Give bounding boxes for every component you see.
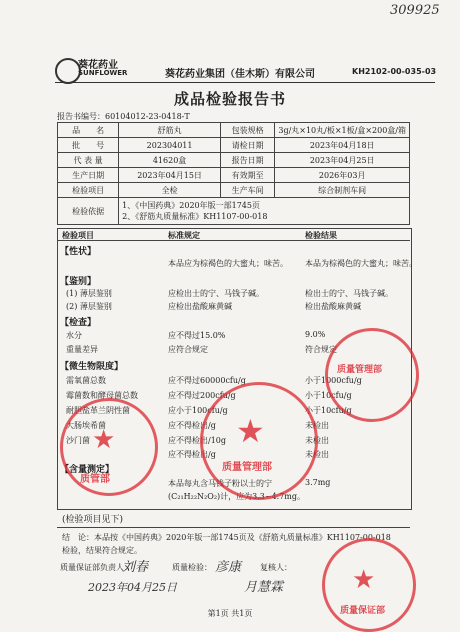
ident-2-name: (2) 薄层鉴别 [66, 302, 112, 311]
ident-1-res: 检出士的宁、马钱子碱。 [305, 289, 393, 298]
micro-2-name: 霉菌数和酵母菌总数 [66, 391, 138, 400]
stamp-left-text: 质管部 [80, 474, 110, 485]
micro-1-res: 小于1000cfu/g [305, 376, 362, 385]
assay-std-1: 本品每丸含马钱子粉以士的宁 [168, 479, 272, 488]
ident-2-std: 应检出盐酸麻黄碱 [168, 302, 232, 311]
stamp-middle-text: 质量管理部 [222, 462, 272, 473]
check-2-name: 重量差异 [66, 345, 98, 354]
check-2-res: 符合规定 [305, 345, 337, 354]
micro-5-std: 应不得检出/10g [168, 436, 226, 445]
col-standard: 标准规定 [168, 230, 200, 240]
corner-note: 309925 [390, 3, 440, 18]
qa-label: 质量保证部负责人： [60, 563, 132, 572]
section-check: 【检查】 [60, 318, 97, 328]
check-1-name: 水分 [66, 331, 82, 340]
col-result: 检验结果 [305, 230, 337, 240]
character-result: 本品为棕褐色的大蜜丸；味苦。 [305, 259, 417, 268]
report-title: 成品检验报告书 [173, 90, 286, 108]
assay-std-2: (C₂₁H₂₂N₂O₂)计，应为3.3~4.7mg。 [168, 492, 305, 501]
character-standard: 本品应为棕褐色的大蜜丸；味苦。 [168, 259, 288, 268]
conclusion-line-1: 结 论：本品按《中国药典》2020年版一部1745页及《舒筋丸质量标准》KH1107-00-018 [62, 533, 391, 542]
see-below: (检验项目见下) [62, 515, 124, 525]
check-2-std: 应符合规定 [168, 345, 208, 354]
micro-3-name: 耐胆盐革兰阴性菌 [66, 406, 130, 415]
conclusion-line-2: 检验，结果符合规定。 [62, 546, 142, 555]
qa-signature: 刘春 [122, 560, 149, 575]
info-table: 品 名 舒筋丸 包装规格 3g/丸×10丸/板×1板/盒×200盒/箱 批 号 202304011 请检日期 2023年04月18日 代 表 量 41620盒 报告日期 2023年04月25日 生产日期 2023年04月15日 有效期至 2026年03月 检验项目 全检 生产车间 综合制剂车间 检验依据 1、《中国药典》2020年版一部1745页 2、《舒筋丸质量标准》KH1107-00-018 [57, 122, 410, 225]
logo-en: SUNFLOWER [78, 69, 128, 77]
section-character: 【性状】 [60, 247, 97, 257]
ident-1-name: (1) 薄层鉴别 [66, 289, 112, 298]
micro-2-res: 小于10cfu/g [305, 391, 352, 400]
micro-2-std: 应不得过200cfu/g [168, 391, 236, 400]
reviewer-signature: 彦康 [215, 560, 242, 575]
header-divider [55, 82, 435, 83]
micro-5-res: 未检出 [305, 436, 329, 445]
micro-1-std: 应不得过60000cfu/g [168, 376, 246, 385]
check-1-std: 应不得过15.0% [168, 331, 226, 340]
ident-2-res: 检出盐酸麻黄碱 [305, 302, 361, 311]
micro-4-res: 未检出 [305, 421, 329, 430]
company-name: 葵花药业集团（佳木斯）有限公司 [165, 69, 315, 80]
report-no: 报告书编号：60104012-23-0418-T [57, 112, 190, 121]
assay-result: 3.7mg [305, 478, 331, 487]
checker-label: 复核人： [260, 563, 292, 572]
micro-3-res: 小于10cfu/g [305, 406, 352, 415]
micro-5-name: 沙门菌 [66, 436, 90, 445]
stamp-bottom-star-icon: ★ [352, 565, 376, 595]
micro-6-res: 未检出 [305, 450, 329, 459]
section-assay: 【含量测定】 [60, 465, 115, 475]
stamp-middle-star-icon: ★ [236, 412, 265, 450]
stamp-left-star-icon: ★ [92, 425, 116, 455]
micro-4-name: 大肠埃希菌 [66, 421, 106, 430]
micro-1-name: 需氧菌总数 [66, 376, 106, 385]
page-number: 第1页 共1页 [207, 609, 253, 618]
reviewer-label: 质量检验： [172, 563, 212, 572]
micro-3-std: 应小于100cfu/g [168, 406, 228, 415]
ident-1-std: 应检出士的宁、马钱子碱。 [168, 289, 264, 298]
checker-signature: 月慧霖 [244, 580, 284, 595]
micro-4-std: 应不得检出/g [168, 421, 216, 430]
check-1-res: 9.0% [305, 330, 326, 339]
stamp-bottom-text: 质量保证部 [340, 606, 386, 616]
sign-date: 2023年04月25日 [88, 581, 177, 594]
section-micro: 【微生物限度】 [60, 362, 124, 372]
section-identification: 【鉴别】 [60, 277, 97, 287]
stamp-right-text: 质量管理部 [337, 365, 383, 375]
logo-cn: 葵花药业 [78, 60, 118, 71]
doc-code: KH2102-00-035-03 [352, 67, 437, 76]
micro-6-std: 应不得检出/g [168, 450, 216, 459]
col-item: 检验项目 [62, 230, 94, 240]
stamp-right [325, 328, 419, 422]
